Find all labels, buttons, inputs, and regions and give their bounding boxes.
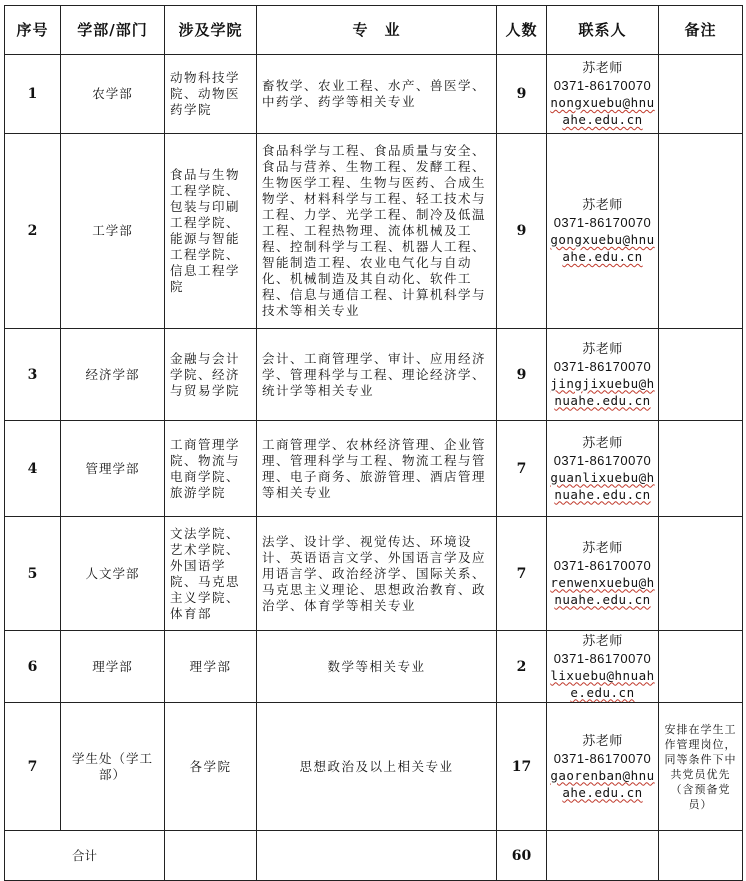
- row-majors: 法学、设计学、视觉传达、环境设计、英语语言文学、外国语言学及应用语言学、政治经济学、国际关系、马克思主义理论、思想政治教育、政治学、体育学等相关专业: [257, 517, 497, 631]
- contact-email[interactable]: guanlixuebu@hnuahe.edu.cn: [550, 469, 655, 502]
- row-colleges: 动物科技学院、动物医药学院: [165, 55, 257, 134]
- row-no: 7: [5, 703, 61, 831]
- contact-phone: 0371-86170070: [553, 358, 652, 374]
- row-note: [659, 631, 743, 703]
- row-majors: 畜牧学、农业工程、水产、兽医学、中药学、药学等相关专业: [257, 55, 497, 134]
- row-dept: 人文学部: [61, 517, 165, 631]
- header-count: 人数: [497, 6, 547, 55]
- row-colleges: 文法学院、艺术学院、外国语学院、马克思主义学院、体育部: [165, 517, 257, 631]
- contact-phone: 0371-86170070: [553, 452, 652, 468]
- contact-phone: 0371-86170070: [553, 650, 652, 666]
- row-count: 9: [497, 55, 547, 134]
- row-dept: 管理学部: [61, 421, 165, 517]
- header-note: 备注: [659, 6, 743, 55]
- row-dept: 理学部: [61, 631, 165, 703]
- table-row: [5, 421, 743, 517]
- row-majors: 食品科学与工程、食品质量与安全、食品与营养、生物工程、发酵工程、生物医学工程、生物与医药、合成生物学、材料科学与工程、轻工技术与工程、力学、光学工程、制冷及低温工程、工程热物理、流体机械及工程、控制科学与工程、机器人工程、智能制造工程、农业电气化与自动化、机械制造及其自动化、软件工程、信息与通信工程、计算机科学与技术等相关专业: [257, 134, 497, 329]
- row-colleges: 理学部: [165, 631, 257, 703]
- row-no: 4: [5, 421, 61, 517]
- contact-name: 苏老师: [582, 61, 623, 76]
- contact-name: 苏老师: [582, 633, 623, 649]
- total-empty-cell: [257, 831, 497, 881]
- row-contact: [547, 631, 659, 703]
- contact-email[interactable]: renwenxuebu@hnuahe.edu.cn: [550, 574, 655, 607]
- row-note: [659, 421, 743, 517]
- table-row: [5, 329, 743, 421]
- row-contact: [547, 517, 659, 631]
- row-majors: 工商管理学、农林经济管理、企业管理、管理科学与工程、物流工程与管理、电子商务、旅游管理、酒店管理等相关专业: [257, 421, 497, 517]
- row-count: 7: [497, 421, 547, 517]
- total-count: 60: [497, 831, 547, 881]
- row-no: 3: [5, 329, 61, 421]
- table-row: [5, 703, 743, 831]
- contact-phone: 0371-86170070: [553, 750, 652, 766]
- total-empty-cell: [165, 831, 257, 881]
- header-colleges: 涉及学院: [165, 6, 257, 55]
- row-majors: 数学等相关专业: [257, 631, 497, 703]
- contact-name: 苏老师: [582, 733, 623, 749]
- row-dept: 经济学部: [61, 329, 165, 421]
- table-row: [5, 55, 743, 134]
- total-label: 合计: [5, 831, 165, 881]
- row-contact: [547, 421, 659, 517]
- row-no: 2: [5, 134, 61, 329]
- header-contact: 联系人: [547, 6, 659, 55]
- row-no: 5: [5, 517, 61, 631]
- contact-email[interactable]: gaorenban@hnuahe.edu.cn: [550, 767, 655, 800]
- contact-email[interactable]: gongxuebu@hnuahe.edu.cn: [550, 232, 655, 264]
- header-majors: 专 业: [257, 6, 497, 55]
- row-count: 7: [497, 517, 547, 631]
- header-dept: 学部/部门: [61, 6, 165, 55]
- row-colleges: 食品与生物工程学院、包装与印刷工程学院、能源与智能工程学院、信息工程学院: [165, 134, 257, 329]
- table-row: [5, 631, 743, 703]
- row-note: [659, 517, 743, 631]
- row-colleges: 金融与会计学院、经济与贸易学院: [165, 329, 257, 421]
- row-count: 2: [497, 631, 547, 703]
- contact-phone: 0371-86170070: [553, 557, 652, 573]
- contact-email[interactable]: lixuebu@hnuahe.edu.cn: [550, 667, 655, 700]
- row-count: 9: [497, 329, 547, 421]
- contact-email[interactable]: jingjixuebu@hnuahe.edu.cn: [550, 375, 655, 408]
- contact-name: 苏老师: [582, 341, 623, 357]
- row-no: 1: [5, 55, 61, 134]
- row-note: [659, 329, 743, 421]
- header-no: 序号: [5, 6, 61, 55]
- row-note: 安排在学生工作管理岗位，同等条件下中共党员优先（含预备党员）: [659, 703, 743, 831]
- row-count: 17: [497, 703, 547, 831]
- row-dept: 农学部: [61, 55, 165, 134]
- row-dept: 学生处（学工部）: [61, 703, 165, 831]
- row-count: 9: [497, 134, 547, 329]
- contact-name: 苏老师: [582, 435, 623, 451]
- row-contact: [547, 134, 659, 329]
- row-note: [659, 55, 743, 134]
- total-empty-cell: [547, 831, 659, 881]
- row-majors: 会计、工商管理学、审计、应用经济学、管理科学与工程、理论经济学、统计学等相关专业: [257, 329, 497, 421]
- row-no: 6: [5, 631, 61, 703]
- total-empty-cell: [659, 831, 743, 881]
- row-colleges: 工商管理学院、物流与电商学院、旅游学院: [165, 421, 257, 517]
- row-dept: 工学部: [61, 134, 165, 329]
- row-contact: [547, 703, 659, 831]
- contact-phone: 0371-86170070: [553, 78, 652, 93]
- table-row: [5, 134, 743, 329]
- row-contact: [547, 55, 659, 134]
- contact-name: 苏老师: [582, 540, 623, 556]
- contact-email[interactable]: nongxuebu@hnuahe.edu.cn: [550, 95, 655, 127]
- row-note: [659, 134, 743, 329]
- row-majors: 思想政治及以上相关专业: [257, 703, 497, 831]
- table-row: [5, 517, 743, 631]
- recruitment-table: [4, 5, 743, 881]
- contact-phone: 0371-86170070: [553, 215, 652, 230]
- row-colleges: 各学院: [165, 703, 257, 831]
- total-row: [5, 831, 743, 881]
- header-row: [5, 6, 743, 55]
- row-contact: [547, 329, 659, 421]
- contact-name: 苏老师: [582, 198, 623, 213]
